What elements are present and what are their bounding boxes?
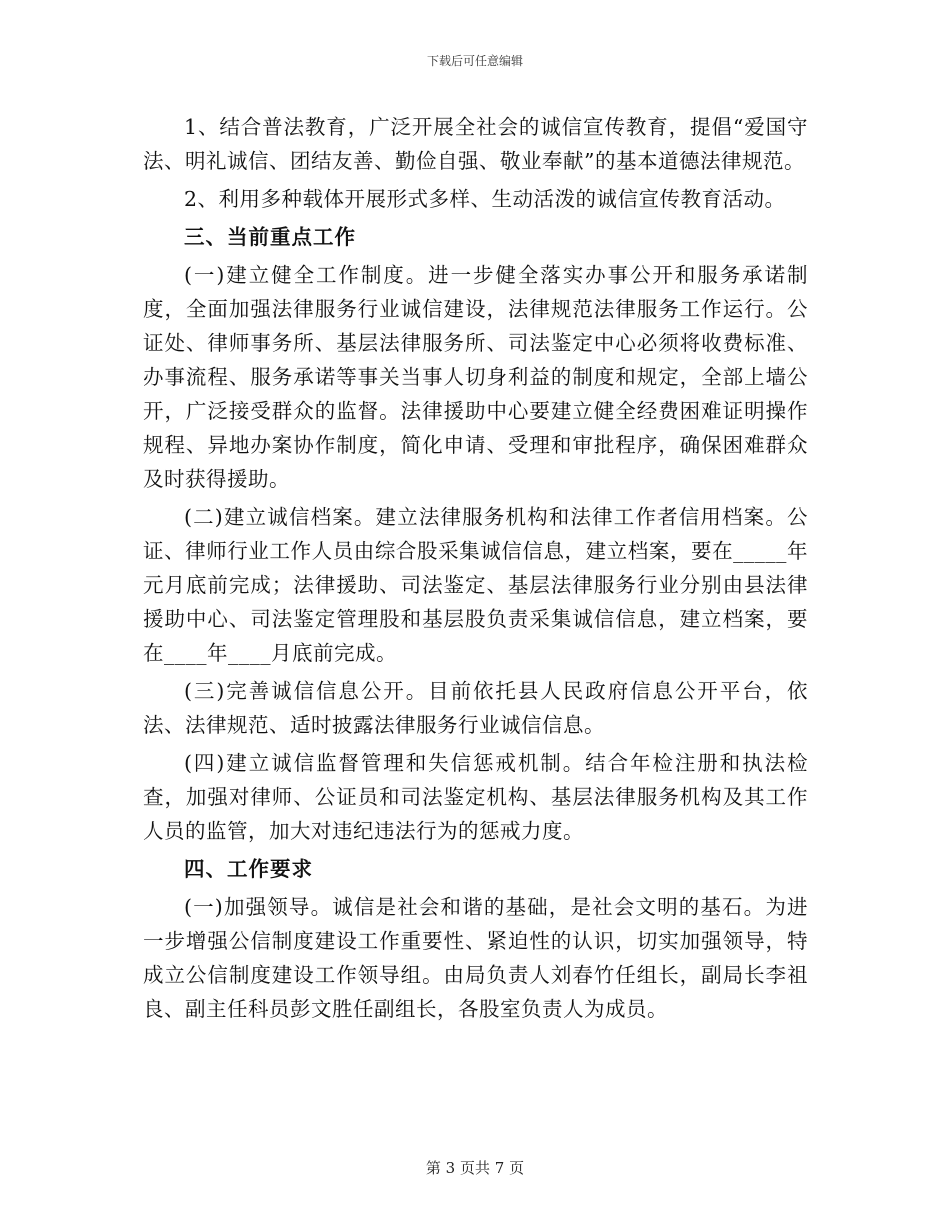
paragraph-3-1: (一)建立健全工作制度。进一步健全落实办事公开和服务承诺制度，全面加强法律服务行业诚信建设，法律规范法律服务工作运行。公证处、律师事务所、基层法律服务所、司法鉴定中心必须将收费标准、办事流程、服务承诺等事关当事人切身利益的制度和规定，全部上墙公开，广泛接受群众的监督。法律援助中心要建立健全经费困难证明操作规程、异地办案协作制度，简化申请、受理和审批程序，确保困难群众及时获得援助。 bbox=[143, 263, 808, 491]
header-note: 下载后可任意编辑 bbox=[426, 54, 523, 68]
paragraph-3-2: (二)建立诚信档案。建立法律服务机构和法律工作者信用档案。公证、律师行业工作人员由综合股采集诚信信息，建立档案，要在_____年元月底前完成；法律援助、司法鉴定、基层法律服务行业分别由县法律援助中心、司法鉴定管理股和基层股负责采集诚信信息，建立档案，要在____年____月底前完成。 bbox=[143, 505, 808, 665]
section-heading-4: 四、工作要求 bbox=[184, 857, 313, 881]
document-body bbox=[143, 110, 808, 1030]
page-number: 第 3 页共 7 页 bbox=[425, 1159, 525, 1177]
paragraph-4-1: (一)加强领导。诚信是社会和谐的基础，是社会文明的基石。为进一步增强公信制度建设工作重要性、紧迫性的认识，切实加强领导，特成立公信制度建设工作领导组。由局负责人刘春竹任组长，副局长李祖良、副主任科员彭文胜任副组长，各股室负责人为成员。 bbox=[143, 895, 808, 1021]
paragraph-1: 1、结合普法教育，广泛开展全社会的诚信宣传教育，提倡“爱国守法、明礼诚信、团结友善、勤俭自强、敬业奉献”的基本道德法律规范。 bbox=[143, 115, 808, 173]
paragraph-3-4: (四)建立诚信监督管理和失信惩戒机制。结合年检注册和执法检查，加强对律师、公证员和司法鉴定机构、基层法律服务机构及其工作人员的监管，加大对违纪违法行为的惩戒力度。 bbox=[143, 751, 808, 843]
paragraph-2: 2、利用多种载体开展形式多样、生动活泼的诚信宣传教育活动。 bbox=[184, 187, 786, 211]
paragraph-3-3: (三)完善诚信信息公开。目前依托县人民政府信息公开平台，依法、法律规范、适时披露法律服务行业诚信信息。 bbox=[143, 679, 808, 737]
section-heading-3: 三、当前重点工作 bbox=[184, 225, 356, 249]
